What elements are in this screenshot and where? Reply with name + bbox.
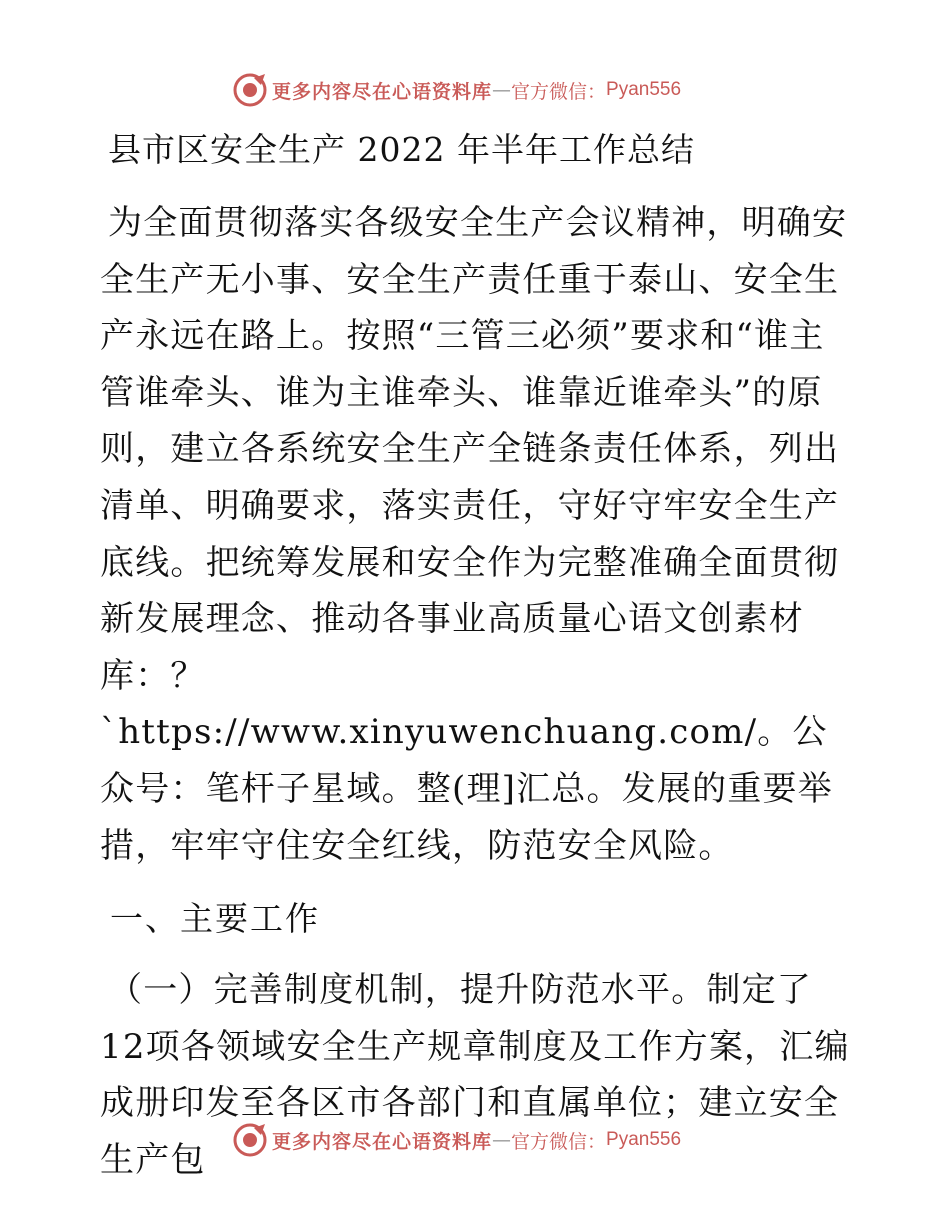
document-body [100,126,850,1189]
watermark-wechat-label: 官方微信： [511,1130,607,1153]
watermark-wechat-label: 官方微信： [511,80,607,103]
watermark-banner-bottom [232,1120,712,1160]
watermark-banner-top [232,70,712,110]
intro-paragraph: 为全面贯彻落实各级安全生产会议精神，明确安全生产无小事、安全生产责任重于泰山、安全生产永远在路上。按照“三管三必须”要求和“谁主管谁牵头、谁为主谁牵头、谁靠近谁牵头”的原则，建立各系统安全生产全链条责任体系，列出清单、明确要求，落实责任，守好守牢安全生产底线。把统筹发展和安全作为完整准确全面贯彻新发展理念、推动各事业高质量心语文创素材库：？`https://www.xinyuwenchuang.com/。公众号：笔杆子星域。整(理]汇总。发展的重要举措，牢牢守住安全红线，防范安全风险。 [100,203,848,866]
brand-logo-icon [232,72,268,108]
watermark-main-text: 更多内容尽在心语资料库 [272,1130,493,1153]
watermark-wechat-id: Pyan556 [606,79,682,100]
watermark-main-text: 更多内容尽在心语资料库 [272,80,493,103]
watermark-wechat-id: Pyan556 [606,1129,682,1150]
section-paragraph-1: （一）完善制度机制，提升防范水平。制定了12项各领域安全生产规章制度及工作方案，汇编成册印发至各区市各部门和直属单位；建立安全生产包 [100,970,850,1180]
brand-logo-icon [232,1122,268,1158]
document-title: 县市区安全生产 2022 年半年工作总结 [108,130,695,169]
watermark-dash: — [492,79,512,101]
watermark-dash: — [492,1129,512,1151]
section-heading-main-work: 一、主要工作 [110,899,320,939]
